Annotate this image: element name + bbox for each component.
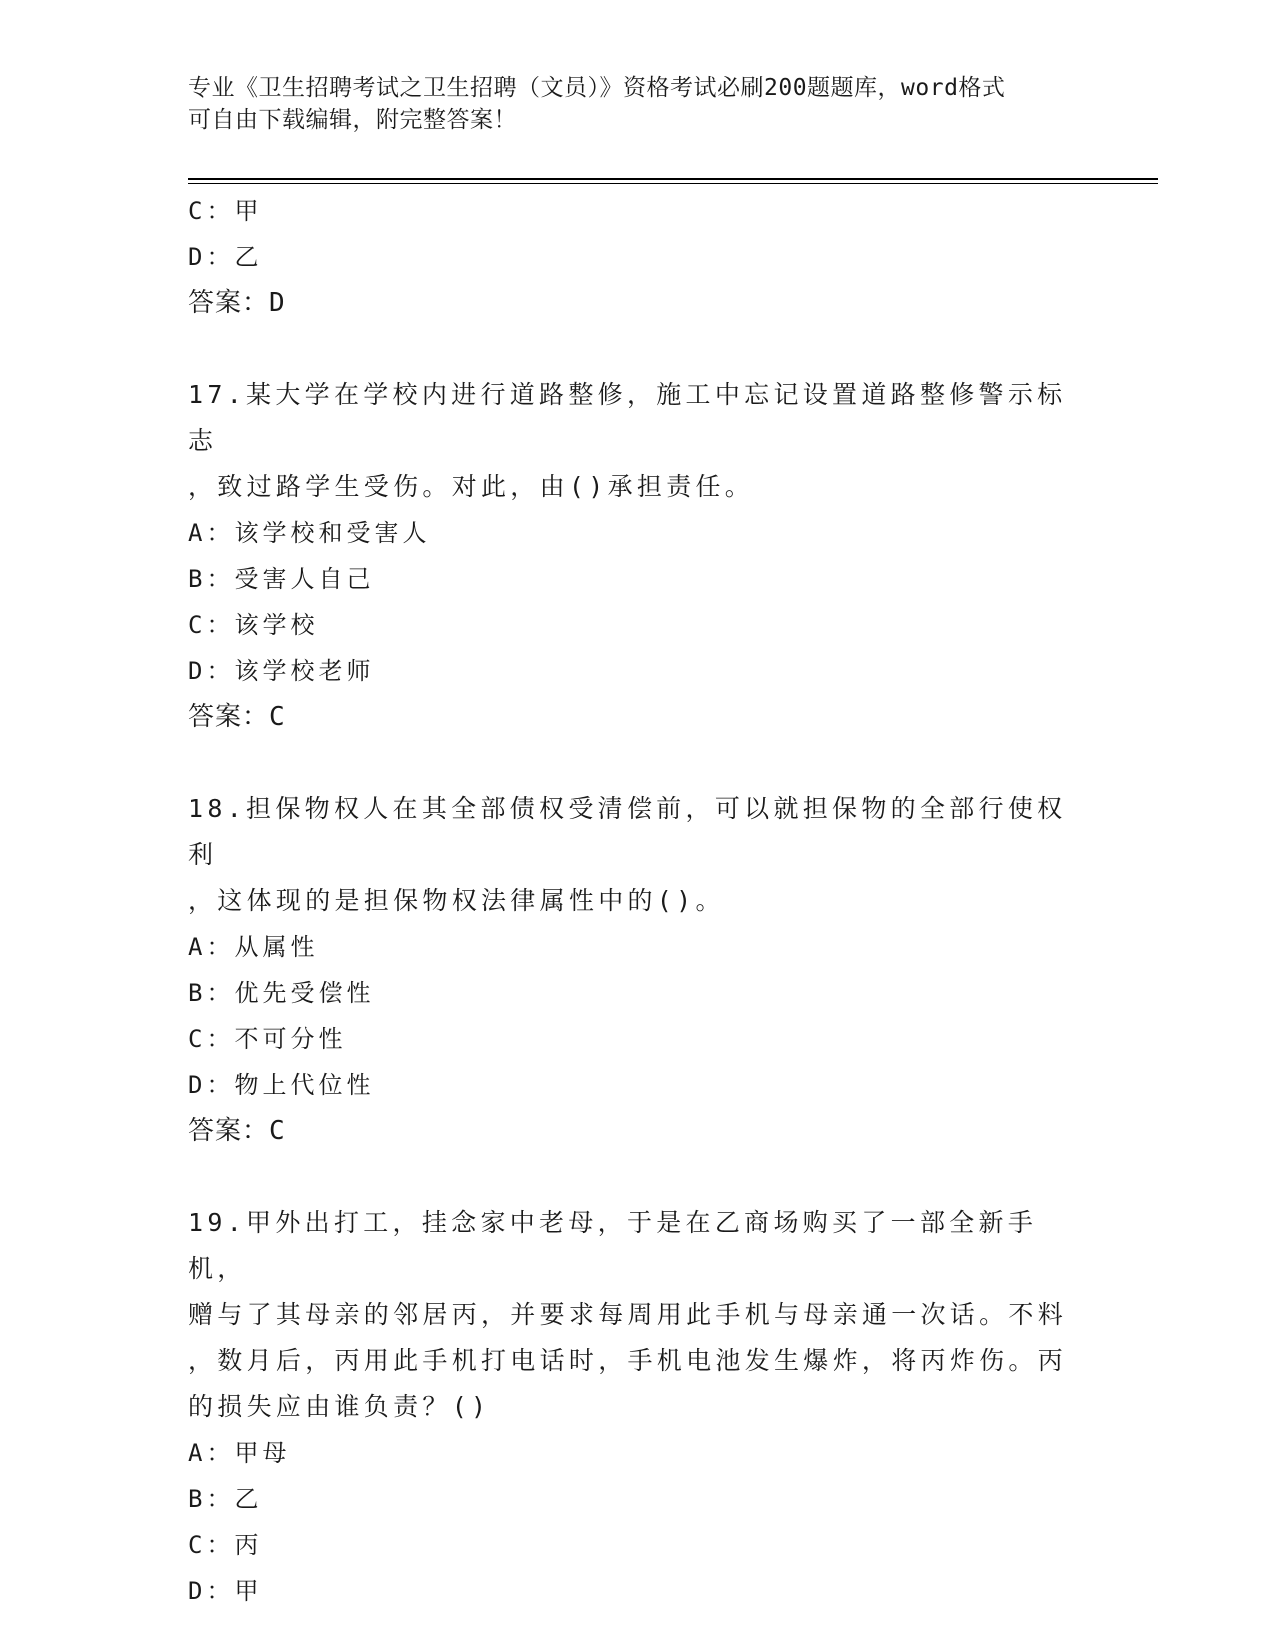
question-stem-line: ，致过路学生受伤。对此，由()承担责任。 — [188, 472, 755, 501]
question-stem-line: ，这体现的是担保物权法律属性中的()。 — [188, 886, 725, 915]
option-c: C：丙 — [188, 1531, 263, 1559]
option-d: D：甲 — [188, 1577, 263, 1605]
spacer — [188, 326, 1078, 372]
header-divider-thin — [188, 183, 1158, 184]
option-b: B：优先受偿性 — [188, 979, 375, 1007]
question-18 — [188, 786, 1078, 1154]
header-divider-thick — [188, 178, 1158, 180]
spacer — [188, 1154, 1078, 1200]
question-list — [188, 188, 1078, 1614]
previous-question-tail — [188, 188, 1078, 326]
answer: 答案：C — [188, 702, 286, 732]
option-d: D：乙 — [188, 243, 263, 271]
document-header — [188, 72, 1068, 136]
question-stem-line: 赠与了其母亲的邻居丙，并要求每周用此手机与母亲通一次话。不料 — [188, 1300, 1068, 1329]
question-stem-line: ，数月后，丙用此手机打电话时，手机电池发生爆炸，将丙炸伤。丙 — [188, 1346, 1068, 1375]
question-19 — [188, 1200, 1078, 1614]
question-stem-line: 的损失应由谁负责？() — [188, 1392, 491, 1421]
option-a: A：该学校和受害人 — [188, 519, 431, 547]
option-c: C：不可分性 — [188, 1025, 347, 1053]
option-b: B：受害人自己 — [188, 565, 375, 593]
option-d: D：该学校老师 — [188, 657, 375, 685]
header-line-2: 可自由下载编辑，附完整答案！ — [188, 107, 517, 133]
spacer — [188, 740, 1078, 786]
header-line-1: 专业《卫生招聘考试之卫生招聘（文员）》资格考试必刷200题题库，word格式 — [188, 75, 1006, 101]
answer: 答案：C — [188, 1116, 286, 1146]
answer: 答案：D — [188, 288, 286, 318]
question-stem-line: 18.担保物权人在其全部债权受清偿前，可以就担保物的全部行使权利 — [188, 794, 1067, 869]
question-17 — [188, 372, 1078, 740]
question-stem-line: 17.某大学在学校内进行道路整修，施工中忘记设置道路整修警示标志 — [188, 380, 1067, 455]
option-b: B：乙 — [188, 1485, 263, 1513]
option-c: C：甲 — [188, 197, 263, 225]
question-stem-line: 19.甲外出打工，挂念家中老母，于是在乙商场购买了一部全新手机， — [188, 1208, 1038, 1283]
option-c: C：该学校 — [188, 611, 319, 639]
option-a: A：甲母 — [188, 1439, 291, 1467]
option-d: D：物上代位性 — [188, 1071, 375, 1099]
option-a: A：从属性 — [188, 933, 319, 961]
